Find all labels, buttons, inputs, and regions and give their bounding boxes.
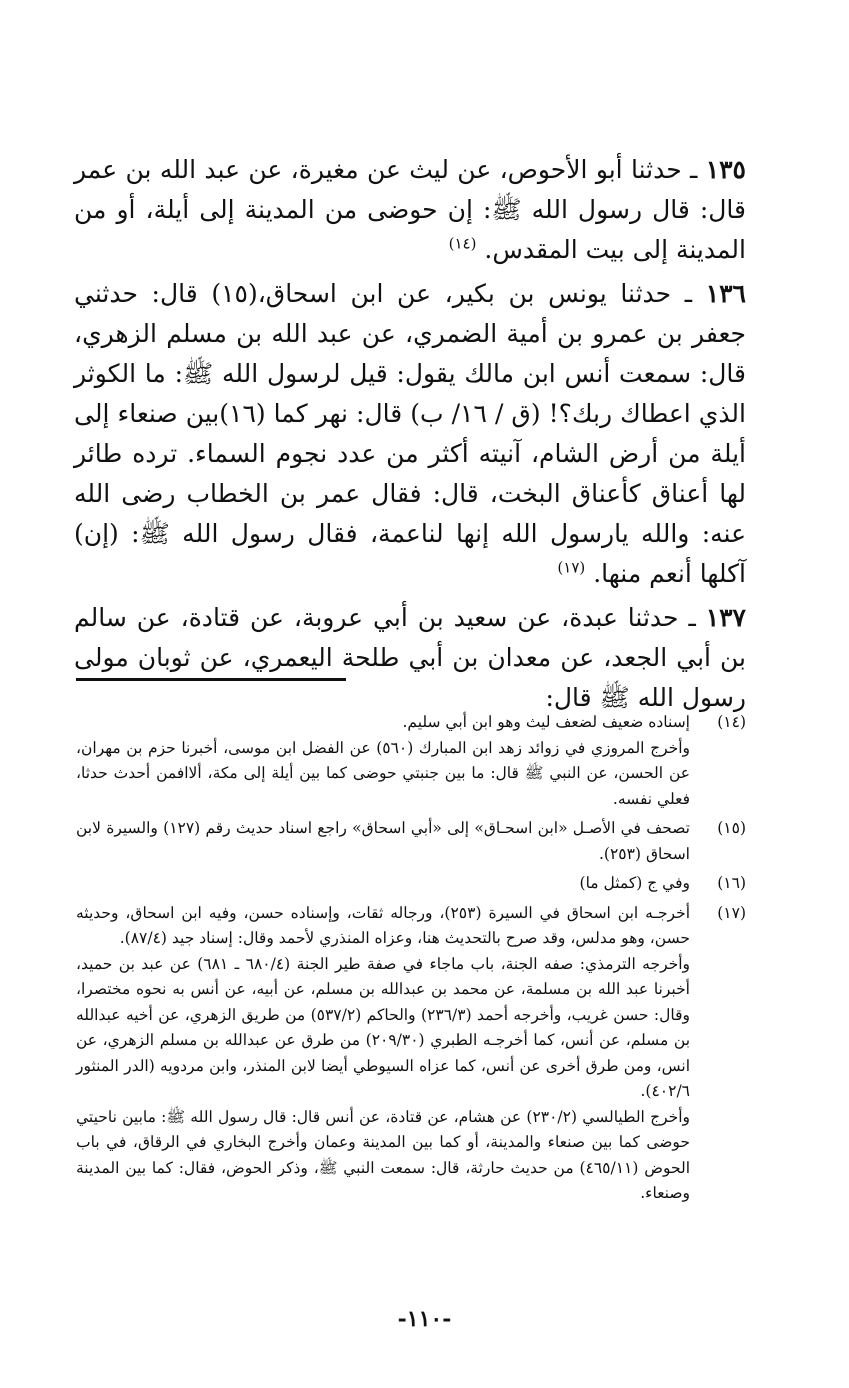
hadith-paragraph <box>74 150 746 270</box>
hadith-text: ـ حدثنا يونس بن بكير، عن ابن اسحاق،(١٥) قال: حدثني جعفر بن عمرو بن أمية الضمري، عن عبد الله بن مسلم الزهري، قال: سمعت أنس ابن مالك يقول: قيل لرسول الله ﷺ: ما الكوثر الذي اعطاك ربك؟! (ق / ١٦/ ب) قال: نهر كما (١٦)بين صنعاء إلى أيلة من أرض الشام، آنيته أكثر من عدد نجوم السماء. ترده طائر لها أعناق كأعناق البخت، قال: فقال عمر بن الخطاب رضى الله عنه: والله يارسول الله إنها لناعمة، فقال رسول الله ﷺ: (إن) آكلها أنعم منها. <box>74 279 747 588</box>
hadith-number: ١٣٥ <box>705 155 746 184</box>
footnote-body <box>76 901 690 1207</box>
footnote-paragraph: تصحف في الأصـل «ابن اسحـاق» إلى «أبي اسحاق» راجع اسناد حديث رقم (١٢٧) والسيرة لابن اسحاق (٢٥٣). <box>76 819 690 863</box>
footnote-paragraph: وأخرجه الترمذي: صفه الجنة، باب ماجاء في صفة طير الجنة (٦٨٠/٤ ـ ٦٨١) عن عبد بن حميد، أخبرنا عبد الله بن مسلمة، عن محمد بن عبدالله بن مسلم، عن أبيه، عن أنس به نحوه مختصرا، وقال: حسن غريب، وأخرجه أحمد (٢٣٦/٣) والحاكم (٥٣٧/٢) من طريق الزهري، عن أخيه عبدالله بن مسلم، عن أنس، كما أخرجـه الطبري (٢٠٩/٣٠) من طرق عن عبدالله بن مسلم الزهري، عن انس، ومن طرق أخرى عن أنس، كما عزاه السيوطي أيضا لابن المنذر، وابن مردويه (الدر المنثور ٤٠٢/٦). <box>76 954 691 1100</box>
footnote-body <box>76 710 690 812</box>
footnote-body <box>76 816 690 867</box>
hadith-text: ـ حدثنا عبدة، عن سعيد بن أبي عروبة، عن قتادة، عن سالم بن أبي الجعد، عن معدان بن أبي طلحة اليعمري، عن ثوبان مولى رسول الله ﷺ قال: <box>74 603 746 712</box>
footnotes <box>76 710 746 1211</box>
footnote <box>76 901 746 1207</box>
hadith-paragraph <box>74 274 746 594</box>
footnote-paragraph: وأخرج المروزي في زوائد زهد ابن المبارك (٥٦٠) عن الفضل ابن موسى، أخبرنا حزم بن مهران، عن الحسن، عن النبي ﷺ قال: ما بين جنبتي حوضى كما بين أيلة إلى مكة، ألاافمن أحدث حدثا، فعلي نفسه. <box>76 738 691 808</box>
footnote-paragraph: إسناده ضعيف لضعف ليث وهو ابن أبي سليم. <box>402 713 690 731</box>
footnote-body <box>76 871 690 897</box>
footnote-number: (١٤) <box>717 713 746 731</box>
footnote-number: (١٧) <box>717 903 746 922</box>
footnote-reference: (١٧) <box>557 558 586 577</box>
footnote <box>76 710 746 812</box>
footnote <box>76 816 746 867</box>
footnote-reference: (١٤) <box>448 234 477 253</box>
hadith-number: ١٣٦ <box>705 279 746 308</box>
footnote-paragraph: أخرجـه ابن اسحاق في السيرة (٢٥٣)، ورجاله ثقات، وإسناده حسن، وفيه ابن اسحاق، وحديثه حسن، وهو مدلس، وقد صرح بالتحديث هنا، وعزاه المنذري لأحمد وقال: إسناد جيد (٨٧/٤). <box>76 903 691 947</box>
footnote-number: (١٥) <box>717 819 746 837</box>
footnote-divider <box>76 678 346 681</box>
hadith-paragraph <box>74 598 746 718</box>
footnote-number: (١٦) <box>717 874 746 892</box>
hadith-number: ١٣٧ <box>705 603 746 632</box>
footnote-paragraph: وفي ج (كمثل ما) <box>579 874 690 892</box>
hadith-text: ـ حدثنا أبو الأحوص، عن ليث عن مغيرة، عن عبد الله بن عمر قال: قال رسول الله ﷺ: إن حوضى من المدينة إلى أيلة، أو من المدينة إلى بيت المقدس. <box>74 155 746 264</box>
footnote-paragraph: وأخرج الطيالسي (٢٣٠/٢) عن هشام، عن قتادة، عن أنس قال: قال رسول الله ﷺ: مابين ناحيتي حوضى كما بين صنعاء والمدينة، أو كما بين المدينة وعمان وأخرج البخاري في الرقاق، في باب الحوض (٤٦٥/١١) من حديث حارثة، قال: سمعت النبي ﷺ، وذكر الحوض، فقال: كما بين المدينة وصنعاء. <box>76 1107 690 1202</box>
footnote <box>76 871 746 897</box>
main-text <box>74 150 746 722</box>
page-number: -١١٠- <box>397 1306 452 1332</box>
